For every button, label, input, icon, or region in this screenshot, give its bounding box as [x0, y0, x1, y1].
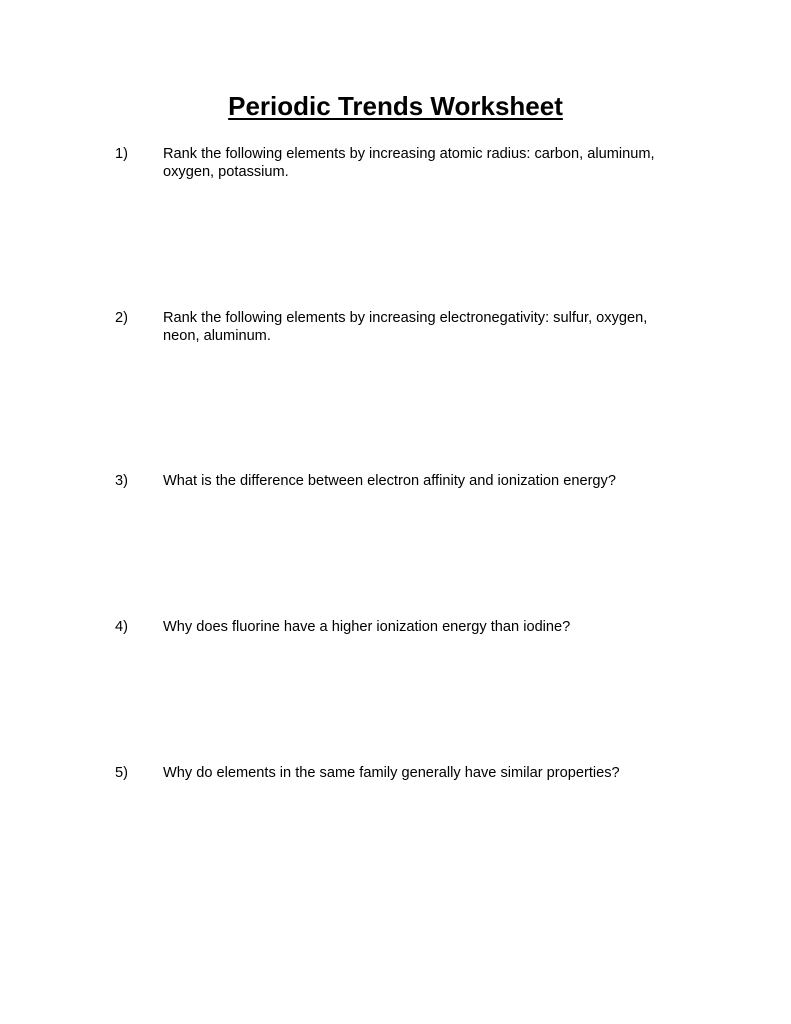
question-number: 2): [115, 310, 128, 326]
page-title: [0, 90, 791, 122]
question-number: 3): [115, 473, 128, 489]
question-text: Why do elements in the same family generally have similar properties?: [163, 765, 620, 781]
question-text: Rank the following elements by increasing atomic radius: carbon, aluminum, oxygen, potassium.: [163, 146, 655, 180]
question-number: 4): [115, 619, 128, 635]
question-text: Rank the following elements by increasing electronegativity: sulfur, oxygen, neon, aluminum.: [163, 310, 648, 344]
question-text: What is the difference between electron affinity and ionization energy?: [163, 473, 616, 489]
question-number: 5): [115, 765, 128, 781]
question-text: Why does fluorine have a higher ionization energy than iodine?: [163, 619, 571, 635]
question-number: 1): [115, 146, 128, 162]
page-title-text: Periodic Trends Worksheet: [228, 91, 563, 121]
